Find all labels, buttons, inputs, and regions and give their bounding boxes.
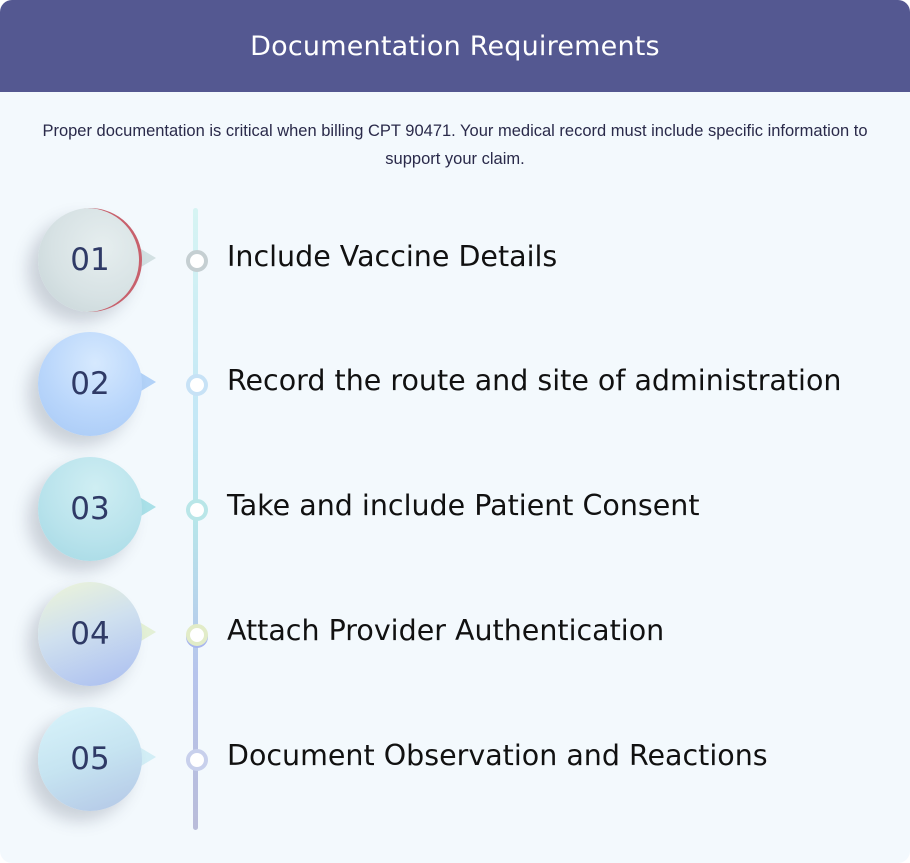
step-title: Attach Provider Authentication	[227, 614, 665, 647]
step-number: 05	[70, 741, 110, 777]
step-4	[0, 574, 910, 698]
intro-paragraph: Proper documentation is critical when billing CPT 90471. Your medical record must include specific information to support your claim.	[42, 122, 868, 168]
step-title: Document Observation and Reactions	[227, 739, 768, 772]
step-number: 02	[70, 366, 110, 402]
timeline-dot	[186, 749, 208, 771]
step-number: 04	[70, 616, 110, 652]
header-bar	[0, 0, 910, 92]
step-title: Take and include Patient Consent	[227, 489, 700, 522]
timeline-dot	[186, 624, 208, 646]
page-title: Documentation Requirements	[250, 30, 660, 62]
step-title: Include Vaccine Details	[227, 240, 558, 273]
timeline-dot	[186, 374, 208, 396]
step-5	[0, 699, 910, 823]
step-title: Record the route and site of administration	[227, 364, 842, 397]
timeline-dot	[186, 499, 208, 521]
timeline-dot	[186, 250, 208, 272]
step-number: 03	[70, 491, 110, 527]
step-number: 01	[70, 242, 110, 278]
step-2	[0, 324, 910, 448]
step-3	[0, 449, 910, 573]
step-1	[0, 200, 910, 324]
